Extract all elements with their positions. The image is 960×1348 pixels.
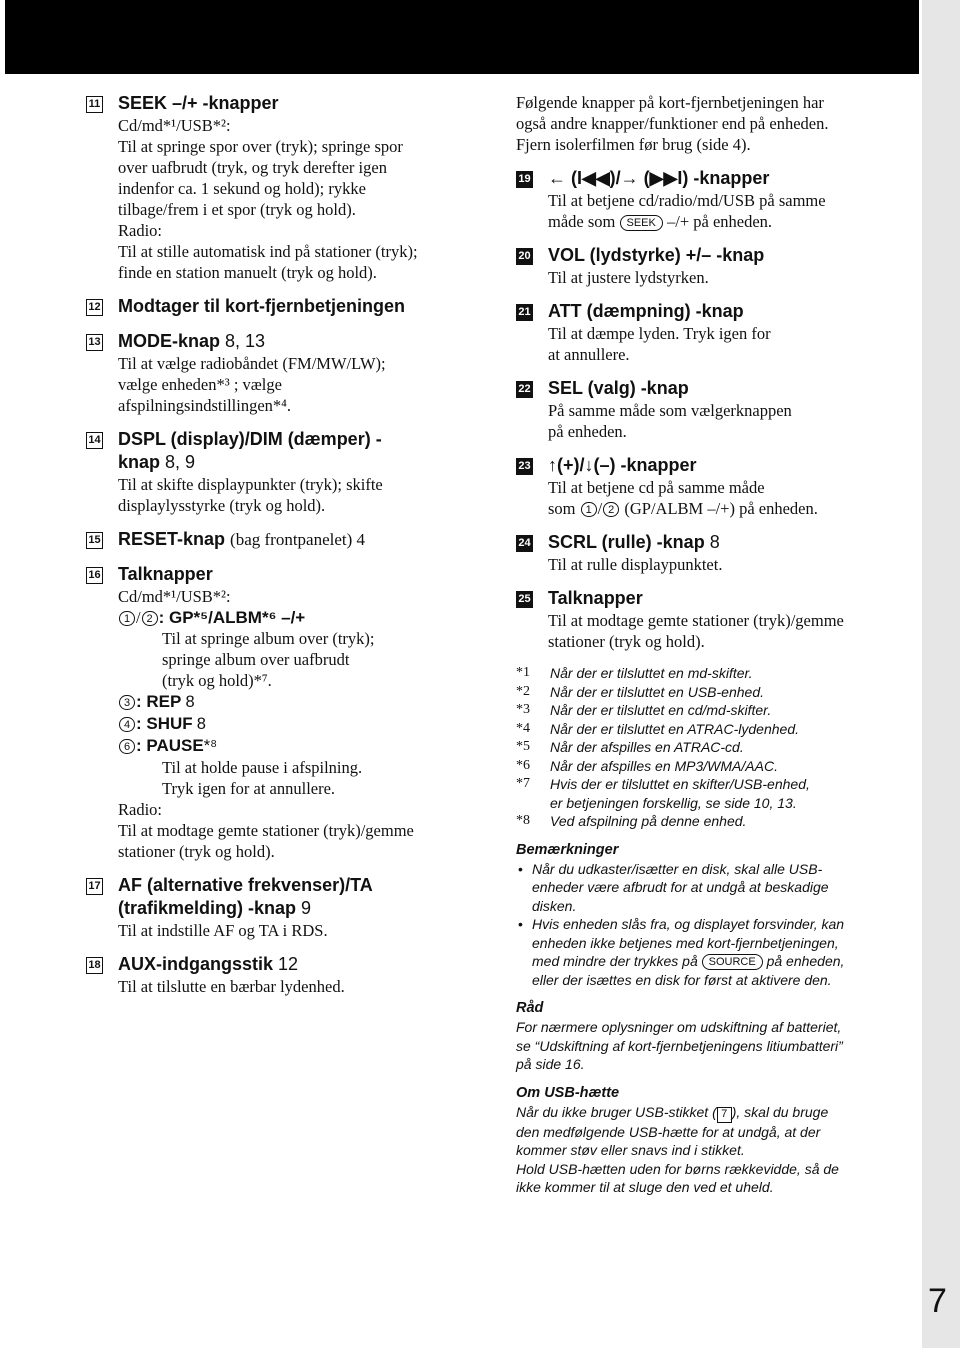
footnote <box>516 757 916 776</box>
page-ref: 8 <box>196 715 206 733</box>
item-number: 11 <box>86 96 103 113</box>
item-14 <box>86 428 486 516</box>
number-key-line <box>118 735 486 757</box>
item-13 <box>86 330 486 416</box>
footnote-ref: *⁸ <box>203 737 218 755</box>
item-18 <box>86 953 486 997</box>
text-line: Til at springe spor over (tryk); springe spor <box>118 137 403 156</box>
item-heading: SEL (valg) -knap <box>548 378 689 398</box>
item-number: 14 <box>86 432 103 449</box>
item-heading <box>548 531 916 554</box>
item-number: 25 <box>516 591 533 608</box>
key-3-icon: 3 <box>119 695 135 710</box>
text-line <box>532 952 916 971</box>
text-line: displaylysstyrke (tryk og hold). <box>118 496 326 515</box>
item-number: 20 <box>516 248 533 265</box>
item-heading: ATT (dæmpning) -knap <box>548 301 744 321</box>
text-line: Til at skifte displaypunkter (tryk); skifte <box>118 475 383 494</box>
page-ref: 8 <box>709 532 720 552</box>
text-line: Radio: <box>118 221 162 240</box>
text-line: Til at justere lydstyrken. <box>548 268 709 287</box>
text-line: stationer (tryk og hold). <box>548 632 705 651</box>
notes-title: Bemærkninger <box>516 841 619 858</box>
text-fragment: Når du ikke bruger USB-stikket ( <box>516 1103 717 1120</box>
item-15 <box>86 528 486 551</box>
text-line: • Hvis enheden slås fra, og displayet forsvinder, kan <box>532 916 845 932</box>
text-line: Til at modtage gemte stationer (tryk)/gemme <box>118 821 414 840</box>
text-line: disken. <box>532 897 577 914</box>
text-line: stationer (tryk og hold). <box>118 842 275 861</box>
item-20 <box>516 244 916 288</box>
text-line: på enheden. <box>548 422 627 441</box>
key-6-icon: 6 <box>119 739 135 754</box>
text-line: indenfor ca. 1 sekund og hold); rykke <box>118 179 366 198</box>
text-fragment: (GP/ALBM –/+) på enheden. <box>624 499 818 518</box>
text-line: også andre knapper/funktioner end på enheden. <box>516 114 829 133</box>
heading-text: RESET-knap <box>118 529 226 549</box>
item-heading: SEEK –/+ -knapper <box>118 93 279 113</box>
right-column <box>516 92 916 1197</box>
rep-label: : REP <box>136 692 182 711</box>
intro-paragraph <box>516 92 916 155</box>
text-line: • Når du udkaster/isætter en disk, skal alle USB- <box>532 860 823 877</box>
footnotes <box>516 664 916 831</box>
footnote-mark: *1 <box>516 665 530 680</box>
item-number: 13 <box>86 334 103 351</box>
text-line: Til at indstille AF og TA i RDS. <box>118 921 328 940</box>
item-21 <box>516 300 916 365</box>
text-fragment: på enheden, <box>766 953 845 969</box>
text-line: På samme måde som vælgerknappen <box>548 401 792 420</box>
page-ref: 8 <box>185 693 195 711</box>
item-number: 22 <box>516 381 533 398</box>
text-fragment: med mindre der trykkes på <box>532 953 698 969</box>
item-number: 24 <box>516 535 533 552</box>
item-heading <box>118 897 486 920</box>
shuf-label: : SHUF <box>136 714 193 733</box>
text-line: Til at springe album over (tryk); <box>162 629 375 648</box>
usb-cap-title: Om USB-hætte <box>516 1084 620 1101</box>
footnote <box>516 683 916 702</box>
item-19 <box>516 167 916 232</box>
footnote-text: er betjeningen forskellig, se side 10, 13. <box>550 794 797 811</box>
number-key-line <box>118 713 486 735</box>
item-heading <box>118 451 486 474</box>
text-line: Til at betjene cd/radio/md/USB på samme <box>548 191 826 210</box>
footnote-text: Når der afspilles en ATRAC-cd. <box>550 739 744 755</box>
footnote-text: Hvis der er tilsluttet en skifter/USB-enhed, <box>550 776 810 792</box>
page-ref: 9 <box>301 898 312 918</box>
footnote-text: Når der er tilsluttet en md-skifter. <box>550 665 753 681</box>
footnote <box>516 720 916 739</box>
item-7-ref-icon: 7 <box>717 1107 732 1123</box>
text-line: Til at holde pause i afspilning. <box>162 758 363 777</box>
heading-text: SCRL (rulle) -knap <box>548 532 705 552</box>
footnote <box>516 775 916 812</box>
footnote-mark: *5 <box>516 739 530 754</box>
text-line <box>516 1103 916 1123</box>
heading-text: MODE-knap <box>118 331 221 351</box>
item-heading: AF (alternative frekvenser)/TA <box>118 875 373 895</box>
text-line: Følgende knapper på kort-fjernbetjeningen har <box>516 93 824 112</box>
heading-text: knap <box>118 452 161 472</box>
item-heading: Talknapper <box>118 564 213 584</box>
text-line: Til at vælge radiobåndet (FM/MW/LW); <box>118 354 386 373</box>
text-fragment: ), skal du bruge <box>731 1103 829 1120</box>
text-line: Til at dæmpe lyden. Tryk igen for <box>548 324 771 343</box>
footnote-mark: *8 <box>516 813 530 828</box>
item-heading: DSPL (display)/DIM (dæmper) - <box>118 429 382 449</box>
seek-key-icon: SEEK <box>620 215 663 231</box>
item-number: 15 <box>86 532 103 549</box>
heading-text: AUX-indgangsstik <box>118 954 274 974</box>
side-tab-strip <box>922 0 960 1348</box>
text-line: Til at tilslutte en bærbar lydenhed. <box>118 977 345 996</box>
item-23 <box>516 454 916 519</box>
text-line: den medfølgende USB-hætte for at undgå, at der <box>516 1123 821 1140</box>
source-key-icon: SOURCE <box>702 954 763 970</box>
item-heading <box>118 330 486 353</box>
item-25 <box>516 587 916 652</box>
text-fragment: måde som <box>548 212 616 231</box>
item-number: 12 <box>86 299 103 316</box>
footnote-text: Når der er tilsluttet en USB-enhed. <box>550 683 764 700</box>
left-column <box>86 92 486 1009</box>
item-number: 23 <box>516 458 533 475</box>
text-line: finde en station manuelt (tryk og hold). <box>118 263 377 282</box>
page-ref: (bag frontpanelet) 4 <box>230 530 366 549</box>
footnote-text: Når der er tilsluttet en cd/md-skifter. <box>550 702 772 718</box>
text-line: vælge enheden*³ ; vælge <box>118 375 282 394</box>
item-16 <box>86 563 486 862</box>
item-heading <box>118 953 486 976</box>
text-line: Hold USB-hætten uden for børns rækkevidde, så de <box>516 1160 839 1177</box>
footnote <box>516 664 916 683</box>
text-fragment: som <box>548 499 576 518</box>
key-4-icon: 4 <box>119 717 135 732</box>
text-line: Radio: <box>118 800 162 819</box>
text-line <box>548 211 916 232</box>
gp-albm-label: : GP*⁵/ALBM*⁶ –/+ <box>158 608 306 627</box>
tip-title: Råd <box>516 1000 544 1016</box>
key-2-icon: 2 <box>142 611 158 626</box>
page-number: 7 <box>928 1282 947 1320</box>
text-line: ikke kommer til at sluge den ved et uheld. <box>516 1179 774 1195</box>
text-line: på side 16. <box>516 1056 585 1072</box>
note-item <box>516 915 916 989</box>
item-number: 17 <box>86 878 103 895</box>
header-bar <box>5 0 919 74</box>
item-number: 18 <box>86 957 103 974</box>
text-line: tilbage/frem i et spor (tryk og hold). <box>118 200 356 219</box>
footnote <box>516 701 916 720</box>
key-1-icon: 1 <box>581 502 597 517</box>
text-line: Til at rulle displaypunktet. <box>548 555 723 574</box>
footnote-mark: *7 <box>516 776 530 791</box>
item-heading: ↑(+)/↓(–) -knapper <box>548 455 697 475</box>
item-17 <box>86 874 486 941</box>
text-line: Tryk igen for at annullere. <box>162 779 336 798</box>
text-line: over uafbrudt (tryk, og tryk derefter igen <box>118 158 387 177</box>
footnote <box>516 812 916 831</box>
footnote-mark: *6 <box>516 757 530 773</box>
footnote-text: Ved afspilning på denne enhed. <box>550 813 747 829</box>
footnote-mark: *4 <box>516 720 530 736</box>
text-line: se “Udskiftning af kort-fjernbetjeningens litiumbatteri” <box>516 1037 843 1054</box>
text-line: eller der isættes en disk for først at aktivere den. <box>532 971 832 988</box>
item-12 <box>86 295 486 318</box>
item-heading: ← (I◀◀)/→ (▶▶I) -knapper <box>548 168 770 188</box>
page-ref: 12 <box>278 954 299 974</box>
item-24 <box>516 531 916 575</box>
number-key-line <box>118 691 486 713</box>
item-heading <box>118 528 486 551</box>
item-heading: Talknapper <box>548 588 643 608</box>
text-line: Til at stille automatisk ind på stationer (tryk); <box>118 242 418 261</box>
note-item <box>516 860 916 916</box>
text-line: (tryk og hold)*⁷. <box>162 671 272 690</box>
page-ref: 8, 9 <box>165 452 196 472</box>
item-number: 16 <box>86 567 103 584</box>
footnote-mark: *3 <box>516 702 530 717</box>
heading-text: (trafikmelding) -knap <box>118 898 297 918</box>
item-heading: VOL (lydstyrke) +/– -knap <box>548 245 765 265</box>
item-number: 19 <box>516 171 533 188</box>
page-ref: 8, 13 <box>225 331 266 351</box>
text-fragment: –/+ på enheden. <box>666 212 773 231</box>
text-line: Til at modtage gemte stationer (tryk)/gemme <box>548 611 844 630</box>
key-1-icon: 1 <box>119 611 135 626</box>
text-line: springe album over uafbrudt <box>162 650 350 669</box>
text-line: kommer støv eller snavs ind i stikket. <box>516 1142 745 1158</box>
text-line: enheder være afbrudt for at undgå at beskadige <box>532 879 829 895</box>
item-11 <box>86 92 486 283</box>
footnote-text: Når der er tilsluttet en ATRAC-lydenhed. <box>550 720 799 737</box>
item-heading: Modtager til kort-fjernbetjeningen <box>118 296 406 316</box>
text-line: Fjern isolerfilmen før brug (side 4). <box>516 135 751 154</box>
text-line: enheden ikke betjenes med kort-fjernbetjeningen, <box>532 934 839 951</box>
item-22 <box>516 377 916 442</box>
item-number: 21 <box>516 304 533 321</box>
key-2-icon: 2 <box>603 502 619 517</box>
text-line: Til at betjene cd på samme måde <box>548 478 765 497</box>
text-line: Cd/md*¹/USB*²: <box>118 587 231 606</box>
number-key-line: 1 / 2 : GP*⁵/ALBM*⁶ –/+ <box>118 607 486 628</box>
usb-cap-text <box>516 1103 916 1197</box>
pause-label: : PAUSE <box>136 736 204 755</box>
tip-text <box>516 1018 916 1074</box>
text-line: For nærmere oplysninger om udskiftning af batteriet, <box>516 1019 842 1035</box>
text-line: Cd/md*¹/USB*²: <box>118 116 231 135</box>
text-line: at annullere. <box>548 345 630 364</box>
text-line: afspilningsindstillingen*⁴. <box>118 396 292 415</box>
text-line: som 1 / 2 (GP/ALBM –/+) på enheden. <box>548 499 818 518</box>
footnote-text: Når der afspilles en MP3/WMA/AAC. <box>550 757 778 774</box>
footnote <box>516 738 916 757</box>
footnote-mark: *2 <box>516 683 530 699</box>
